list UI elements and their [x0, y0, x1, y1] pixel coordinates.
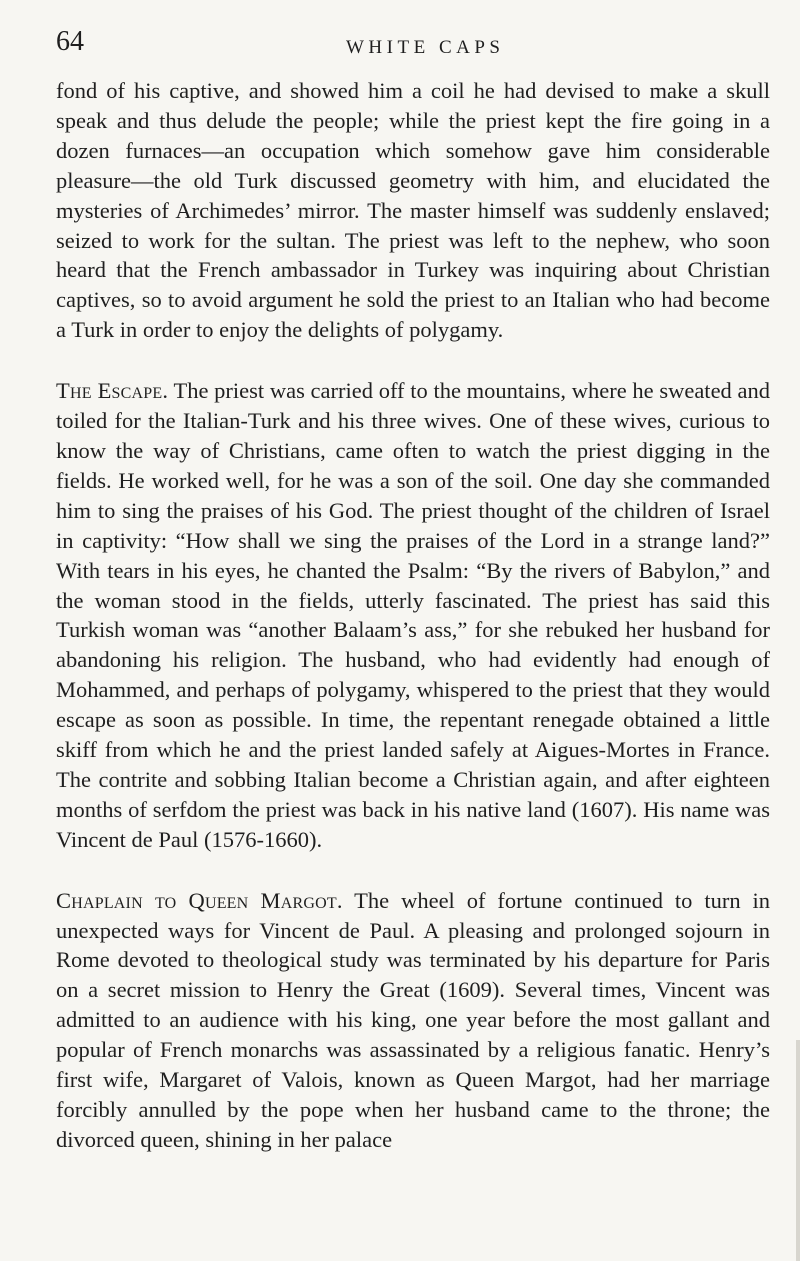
running-head: WHITE CAPS — [346, 37, 505, 58]
section-heading-escape: The Escape. — [56, 378, 169, 404]
section-heading-chaplain: Chaplain to Queen Margot. — [56, 887, 343, 913]
page-edge-shadow — [796, 1040, 800, 1261]
paragraph-chaplain — [56, 886, 770, 1155]
page-body — [56, 76, 770, 1155]
page-number: 64 — [56, 26, 84, 57]
paragraph-text: fond of his captive, and showed him a coil he had devised to make a skull speak and thus delude the people; while the priest kept the fire going in a dozen furnaces—an occupation which somehow gave him considerable pleasure—the old Turk discussed geometry with him, and elucidated the mysteries of Archimedes’ mirror. The master himself was suddenly enslaved; seized to work for the sultan. The priest was left to the nephew, who soon heard that the French ambassador in Turkey was inquiring about Christian captives, so to avoid argument he sold the priest to an Italian who had become a Turk in order to enjoy the delights of polygamy. — [56, 78, 770, 343]
paragraph-text: The priest was carried off to the mountains, where he sweated and toiled for the Italian-Turk and his three wives. One of these wives, curious to know the way of Christians, came often to watch the priest digging in the fields. He worked well, for he was a son of the soil. One day she commanded him to sing the praises of his God. The priest thought of the children of Israel in captivity: “How shall we sing the praises of the Lord in a strange land?” With tears in his eyes, he chanted the Psalm: “By the rivers of Babylon,” and the woman stood in the fields, utterly fascinated. The priest has said this Turkish woman was “another Balaam’s ass,” for she rebuked her husband for abandoning his religion. The husband, who had evidently had enough of Mohammed, and perhaps of polygamy, whispered to the priest that they would escape as soon as possible. In time, the repentant renegade obtained a little skiff from which he and the priest landed safely at Aigues-Mortes in France. The contrite and sobbing Italian become a Christian again, and after eighteen months of serfdom the priest was back in his native land (1607). His name was Vincent de Paul (1576-1660). — [56, 378, 770, 852]
page-header — [0, 22, 800, 62]
paragraph-1 — [56, 76, 770, 345]
paragraph-text: The wheel of fortune continued to turn in unexpected ways for Vincent de Paul. A pleasing and prolonged sojourn in Rome devoted to theological study was terminated by his departure for Paris on a secret mission to Henry the Great (1609). Several times, Vincent was admitted to an audience with his king, one year before the most gallant and popular of French monarchs was assassinated by a religious fanatic. Henry’s first wife, Margaret of Valois, known as Queen Margot, had her marriage forcibly annulled by the pope when her husband came to the throne; the divorced queen, shining in her palace — [56, 887, 770, 1152]
paragraph-escape — [56, 376, 770, 855]
